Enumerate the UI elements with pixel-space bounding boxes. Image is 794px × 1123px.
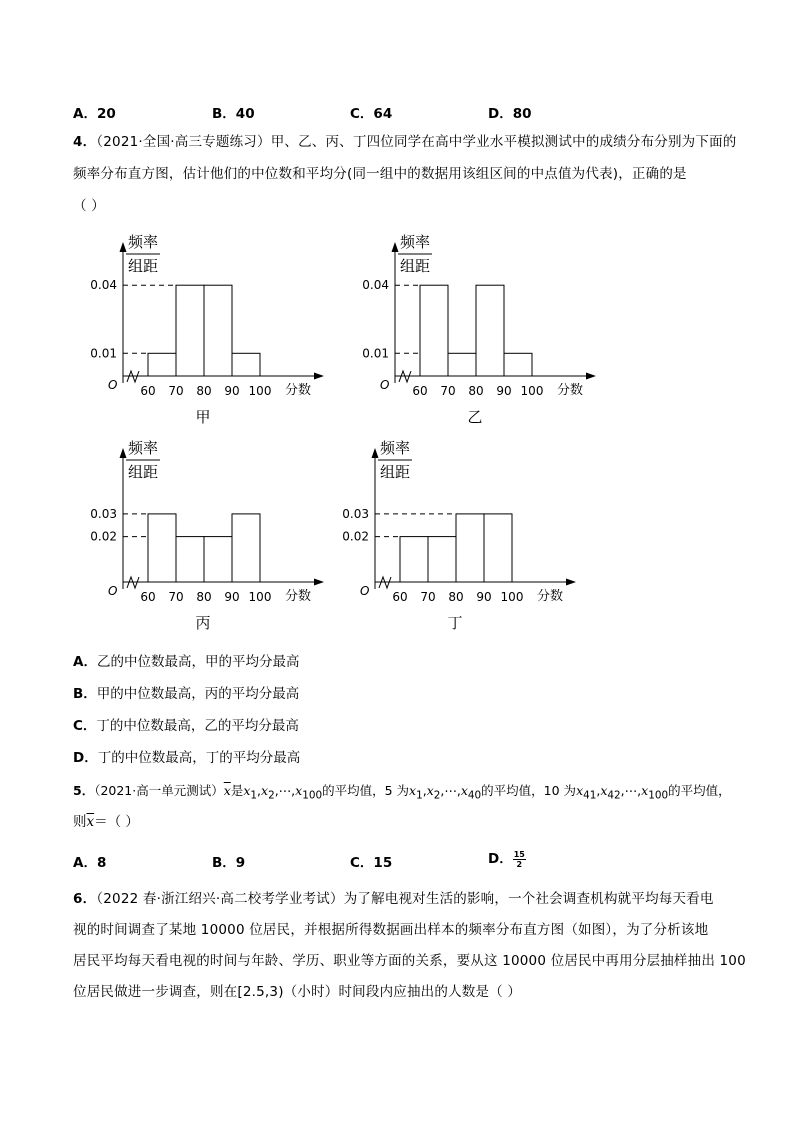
x-tick-label: 100: [520, 384, 544, 398]
option-value: 9: [235, 855, 246, 871]
fraction-denominator: 2: [516, 859, 523, 869]
histogram-yi: [352, 230, 607, 430]
histogram-ding: [332, 436, 587, 636]
x-tick-label: 80: [468, 384, 484, 398]
option-text: 丁的中位数最高，丁的平均分最高: [97, 750, 301, 766]
x-tick-label: 60: [140, 384, 156, 398]
q4-option-c: [73, 716, 299, 736]
q6-stem-text-4: 位居民做进一步调查，则在[2.5,3)（小时）时间段内应抽出的人数是（ ）: [73, 984, 522, 1000]
axis-break-mark: [127, 371, 139, 382]
y-axis-arrow: [120, 448, 127, 458]
histogram-bar: [456, 514, 484, 582]
math-var: x: [295, 783, 303, 798]
math-var: x: [426, 783, 434, 798]
option-label: A．: [73, 106, 97, 122]
math-sep: ,: [620, 783, 625, 798]
y-label-denominator: 组距: [128, 463, 159, 481]
option-label: C．: [73, 718, 97, 734]
option-label: D．: [488, 851, 513, 867]
histogram-bar: [232, 353, 260, 376]
origin-label: O: [108, 584, 118, 598]
x-axis-label: 分数: [285, 589, 312, 604]
origin-label: O: [380, 378, 390, 392]
y-label-numerator: 频率: [128, 439, 159, 457]
q5-text: 的平均值，10 为: [481, 783, 577, 798]
chart-caption: 甲: [195, 408, 211, 426]
q3-option-b: [212, 102, 255, 122]
q4-answer-blank: （ ）: [73, 198, 105, 214]
math-sep: ,: [637, 783, 642, 798]
x-tick-label: 90: [496, 384, 512, 398]
x-tick-label: 90: [224, 384, 240, 398]
q5-option-a: [73, 851, 106, 871]
x-tick-label: 60: [392, 590, 408, 604]
math-sep: ,: [274, 783, 279, 798]
math-sep: ,: [422, 783, 427, 798]
option-label: D．: [73, 750, 98, 766]
q5-text: 是: [230, 783, 244, 798]
math-var: x: [600, 783, 608, 798]
q6-stem-line-2: [73, 920, 708, 940]
math-sub: 40: [467, 789, 482, 802]
math-sub: 42: [607, 789, 621, 802]
math-sub: 100: [302, 789, 323, 802]
x-axis-arrow: [314, 579, 324, 586]
histogram-bar: [148, 353, 176, 376]
math-sub: 2: [268, 789, 275, 802]
option-value: 15: [373, 855, 393, 871]
histogram-bar: [148, 514, 176, 582]
math-sub: 1: [416, 789, 423, 802]
q4-stem-line-2: [73, 164, 687, 184]
y-tick-label: 0.04: [362, 278, 389, 293]
math-sep: ,: [456, 783, 461, 798]
y-tick-label: 0.02: [90, 529, 117, 544]
origin-label: O: [360, 584, 370, 598]
q3-option-d: [488, 102, 532, 122]
histogram-bar: [232, 514, 260, 582]
q5-stem-line-1: [73, 781, 731, 806]
chart-caption: 丁: [447, 614, 463, 632]
q5-option-b: [212, 851, 245, 871]
option-label: B．: [212, 855, 236, 871]
q5-option-c: [350, 851, 392, 871]
histogram-bar: [420, 285, 448, 376]
q6-stem-line-3: [73, 951, 746, 971]
histogram-bar: [476, 285, 504, 376]
math-sub: 100: [648, 789, 669, 802]
x-tick-label: 90: [224, 590, 240, 604]
histogram-jia: [80, 230, 335, 430]
y-axis-arrow: [392, 242, 399, 252]
x-axis-arrow: [586, 373, 596, 380]
q4-stem-text-2: 频率分布直方图，估计他们的中位数和平均分(同一组中的数据用该组区间的中点值为代表)，正确的是: [73, 166, 687, 182]
y-label-denominator: 组距: [400, 257, 431, 275]
q6-stem-line-4: [73, 982, 521, 1002]
x-bar: $\overline{x}$: [223, 783, 231, 798]
y-label-denominator: 组距: [380, 463, 411, 481]
histogram-bar: [204, 285, 232, 376]
q5-stem-line-2: [73, 812, 139, 832]
histogram-bing: [80, 436, 335, 636]
math-sep: ⋯: [278, 783, 292, 798]
math-sep: ,: [440, 783, 445, 798]
histogram-bar: [176, 537, 204, 582]
math-var: x: [243, 783, 251, 798]
q5-text: 的平均值，: [668, 783, 731, 798]
y-label-numerator: 频率: [380, 439, 411, 457]
x-tick-label: 70: [440, 384, 456, 398]
option-value: 8: [96, 855, 107, 871]
option-value: 80: [512, 106, 532, 122]
x-axis-label: 分数: [537, 589, 564, 604]
axis-break-mark: [379, 577, 391, 588]
y-axis-arrow: [120, 242, 127, 252]
x-tick-label: 60: [412, 384, 428, 398]
q3-option-c: [350, 102, 392, 122]
math-sep: ⋯: [624, 783, 638, 798]
q6-stem-text-2: 视的时间调查了某地 10000 位居民，并根据所得数据画出样本的频率分布直方图（如图），为了分析该地: [73, 922, 709, 938]
axis-break-mark: [399, 371, 411, 382]
option-text: 丁的中位数最高，乙的平均分最高: [96, 718, 299, 734]
y-label-numerator: 频率: [128, 233, 159, 251]
chart-caption: 丙: [195, 614, 211, 632]
math-var: x: [409, 783, 417, 798]
y-tick-label: 0.04: [90, 278, 117, 293]
q5-text: 的平均值，5 为: [322, 783, 410, 798]
math-sep: ⋯: [444, 783, 457, 798]
x-tick-label: 80: [196, 384, 212, 398]
x-tick-label: 60: [140, 590, 156, 604]
histogram-bar: [484, 514, 512, 582]
origin-label: O: [108, 378, 118, 392]
x-tick-label: 100: [248, 384, 272, 398]
math-var: x: [576, 783, 584, 798]
q5-option-d: [488, 847, 526, 869]
q4-option-a: [73, 652, 299, 672]
math-var: x: [460, 783, 468, 798]
option-label: B．: [212, 106, 236, 122]
q6-number: 6．: [73, 891, 97, 907]
q6-stem-text-1: 为了解电视对生活的影响，一个社会调查机构就平均每天看电: [343, 891, 714, 907]
y-label-numerator: 频率: [400, 233, 431, 251]
x-bar: $\overline{x}$: [86, 814, 95, 830]
histogram-bar: [204, 537, 232, 582]
y-tick-label: 0.01: [362, 346, 389, 361]
histogram-bar: [176, 285, 204, 376]
option-value: 40: [235, 106, 255, 122]
q4-number: 4．: [73, 134, 97, 150]
x-axis-arrow: [314, 373, 324, 380]
math-sub: 2: [433, 789, 441, 802]
option-label: B．: [73, 686, 97, 702]
q4-stem-line-3: [73, 196, 105, 216]
q3-option-a: [73, 102, 116, 122]
q4-option-d: [73, 748, 300, 768]
histogram-bar: [448, 353, 476, 376]
q4-source: （2021·全国·高三专题练习）: [96, 134, 271, 150]
math-var: x: [641, 783, 649, 798]
q5-answer-blank: ＝（ ）: [94, 814, 139, 830]
histogram-bar: [504, 353, 532, 376]
x-tick-label: 70: [168, 590, 184, 604]
y-tick-label: 0.03: [90, 506, 117, 521]
fraction-numerator: 15: [513, 849, 525, 859]
fraction: [513, 850, 526, 869]
x-axis-label: 分数: [557, 383, 584, 398]
y-label-denominator: 组距: [128, 257, 159, 275]
math-sep: ,: [257, 783, 261, 798]
y-tick-label: 0.02: [342, 529, 369, 544]
q6-source: （2022 春·浙江绍兴·高二校考学业考试）: [96, 891, 344, 907]
q6-stem-line-1: [73, 889, 714, 909]
x-tick-label: 70: [420, 590, 436, 604]
option-label: C．: [350, 855, 374, 871]
x-tick-label: 70: [168, 384, 184, 398]
q6-stem-text-3: 居民平均每天看电视的时间与年龄、学历、职业等方面的关系，要从这 10000 位居民中再用分层抽样抽出 100: [73, 953, 746, 969]
math-sep: ,: [291, 783, 296, 798]
option-label: A．: [73, 654, 97, 670]
option-label: D．: [488, 106, 513, 122]
q5-source: （2021·高一单元测试）: [94, 783, 224, 798]
x-tick-label: 80: [448, 590, 464, 604]
option-value: 20: [96, 106, 116, 122]
chart-caption: 乙: [467, 408, 483, 426]
x-axis-arrow: [566, 579, 576, 586]
axis-break-mark: [127, 577, 139, 588]
option-label: C．: [350, 106, 374, 122]
x-tick-label: 90: [476, 590, 492, 604]
y-tick-label: 0.01: [90, 346, 117, 361]
x-axis-label: 分数: [285, 383, 312, 398]
q4-stem-text-1: 甲、乙、丙、丁四位同学在高中学业水平模拟测试中的成绩分布分别为下面的: [270, 134, 737, 150]
y-tick-label: 0.03: [342, 506, 369, 521]
math-sep: ,: [596, 783, 601, 798]
y-axis-arrow: [372, 448, 379, 458]
math-sub: 1: [250, 789, 258, 802]
x-tick-label: 80: [196, 590, 212, 604]
x-tick-label: 100: [248, 590, 272, 604]
histogram-bar: [400, 537, 428, 582]
option-value: 64: [373, 106, 393, 122]
option-text: 甲的中位数最高，丙的平均分最高: [96, 686, 300, 702]
q4-option-b: [73, 684, 299, 704]
option-text: 乙的中位数最高，甲的平均分最高: [96, 654, 300, 670]
x-tick-label: 100: [500, 590, 524, 604]
option-label: A．: [73, 855, 97, 871]
q5-text: 则: [73, 814, 87, 830]
q4-stem-line-1: [73, 132, 737, 152]
math-sub: 41: [583, 789, 597, 802]
q5-number: 5．: [73, 783, 95, 798]
histogram-bar: [428, 537, 456, 582]
math-var: x: [261, 783, 269, 798]
